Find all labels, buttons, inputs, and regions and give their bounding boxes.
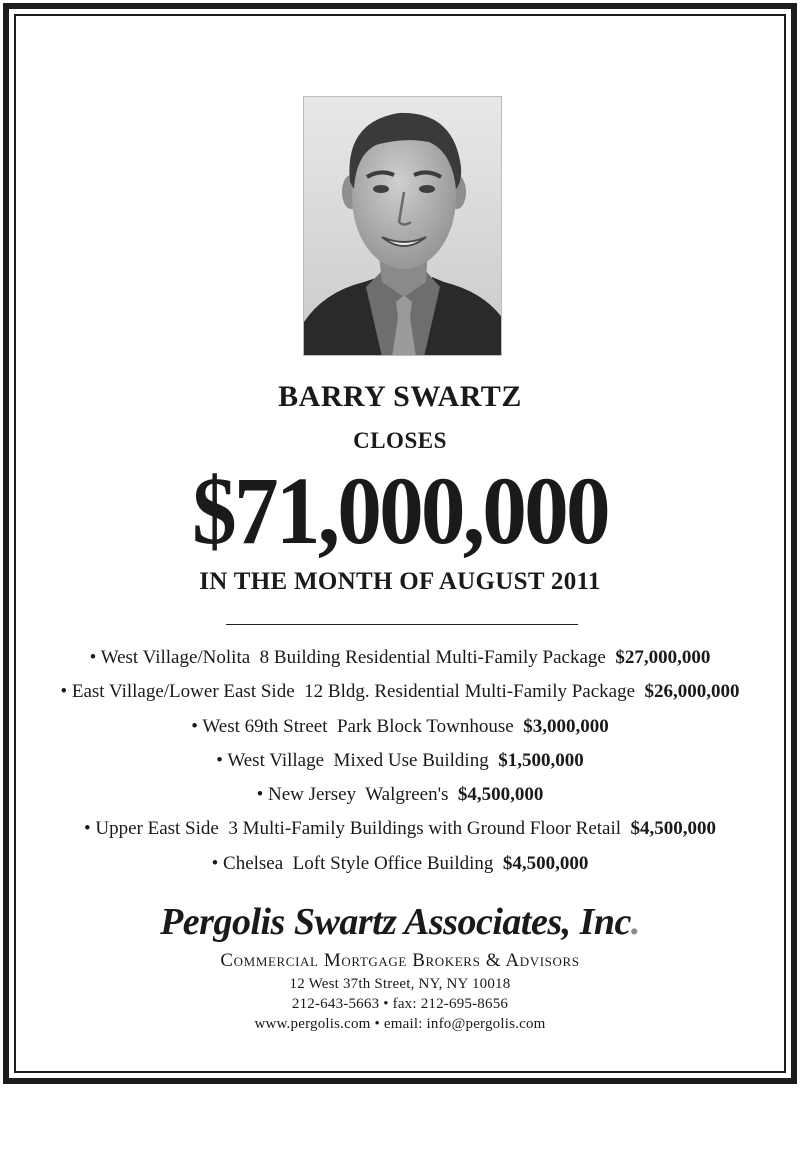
deal-description: Park Block Townhouse bbox=[336, 715, 514, 737]
deal-description: 12 Bldg. Residential Multi-Family Package bbox=[304, 681, 636, 703]
deal-location: East Village/Lower East Side bbox=[71, 681, 295, 703]
deal-location: West Village bbox=[227, 749, 325, 771]
deal-list bbox=[0, 644, 800, 884]
deal-description: Loft Style Office Building bbox=[292, 852, 494, 874]
deal-amount: $4,500,000 bbox=[457, 784, 544, 806]
deal-item: • Upper East Side 3 Multi-Family Buildings with Ground Floor Retail $4,500,000 bbox=[83, 818, 717, 840]
divider-rule bbox=[226, 624, 578, 625]
deal-description: Walgreen's bbox=[365, 784, 449, 806]
deal-location: Chelsea bbox=[223, 852, 284, 874]
deal-item: • West 69th Street Park Block Townhouse $3,000,000 bbox=[191, 715, 609, 737]
deal-location: West Village/Nolita bbox=[100, 647, 251, 668]
deal-amount: $27,000,000 bbox=[615, 647, 711, 668]
company-name-dot: . bbox=[630, 901, 640, 943]
person-name: BARRY SWARTZ bbox=[278, 380, 522, 413]
deal-location: West 69th Street bbox=[202, 715, 328, 737]
period-label: IN THE MONTH OF AUGUST 2011 bbox=[199, 568, 601, 595]
deal-amount: $26,000,000 bbox=[644, 681, 740, 703]
portrait-photo bbox=[303, 96, 502, 356]
deal-description: 3 Multi-Family Buildings with Ground Floor Retail bbox=[228, 818, 622, 840]
deal-amount: $4,500,000 bbox=[502, 852, 589, 874]
deal-description: 8 Building Residential Multi-Family Package bbox=[259, 647, 606, 668]
company-tagline: Commercial Mortgage Brokers & Advisors bbox=[220, 950, 580, 971]
deal-item: • East Village/Lower East Side 12 Bldg. Residential Multi-Family Package $26,000,000 bbox=[60, 681, 740, 703]
deal-item: • New Jersey Walgreen's $4,500,000 bbox=[256, 784, 544, 806]
company-address: 12 West 37th Street, NY, NY 10018 bbox=[289, 976, 511, 992]
deal-item: • Chelsea Loft Style Office Building $4,500,000 bbox=[211, 852, 589, 874]
company-phone-fax: 212-643-5663 • fax: 212-695-8656 bbox=[291, 996, 509, 1012]
closes-label: CLOSES bbox=[353, 428, 447, 453]
deal-description: Mixed Use Building bbox=[333, 749, 489, 771]
deal-location: New Jersey bbox=[267, 784, 357, 806]
deal-amount: $1,500,000 bbox=[498, 749, 584, 771]
deal-location: Upper East Side bbox=[95, 818, 219, 840]
company-name bbox=[0, 900, 800, 944]
company-web-email: www.pergolis.com • email: info@pergolis.com bbox=[254, 1016, 546, 1032]
deal-item: • West Village Mixed Use Building $1,500,000 bbox=[216, 749, 584, 771]
total-amount: $71,000,000 bbox=[192, 457, 608, 564]
deal-item: • West Village/Nolita 8 Building Residential Multi-Family Package $27,000,000 bbox=[89, 647, 711, 668]
deal-amount: $4,500,000 bbox=[630, 818, 717, 840]
deal-amount: $3,000,000 bbox=[523, 715, 609, 737]
company-name-text: Pergolis Swartz Associates, Inc bbox=[160, 901, 631, 943]
